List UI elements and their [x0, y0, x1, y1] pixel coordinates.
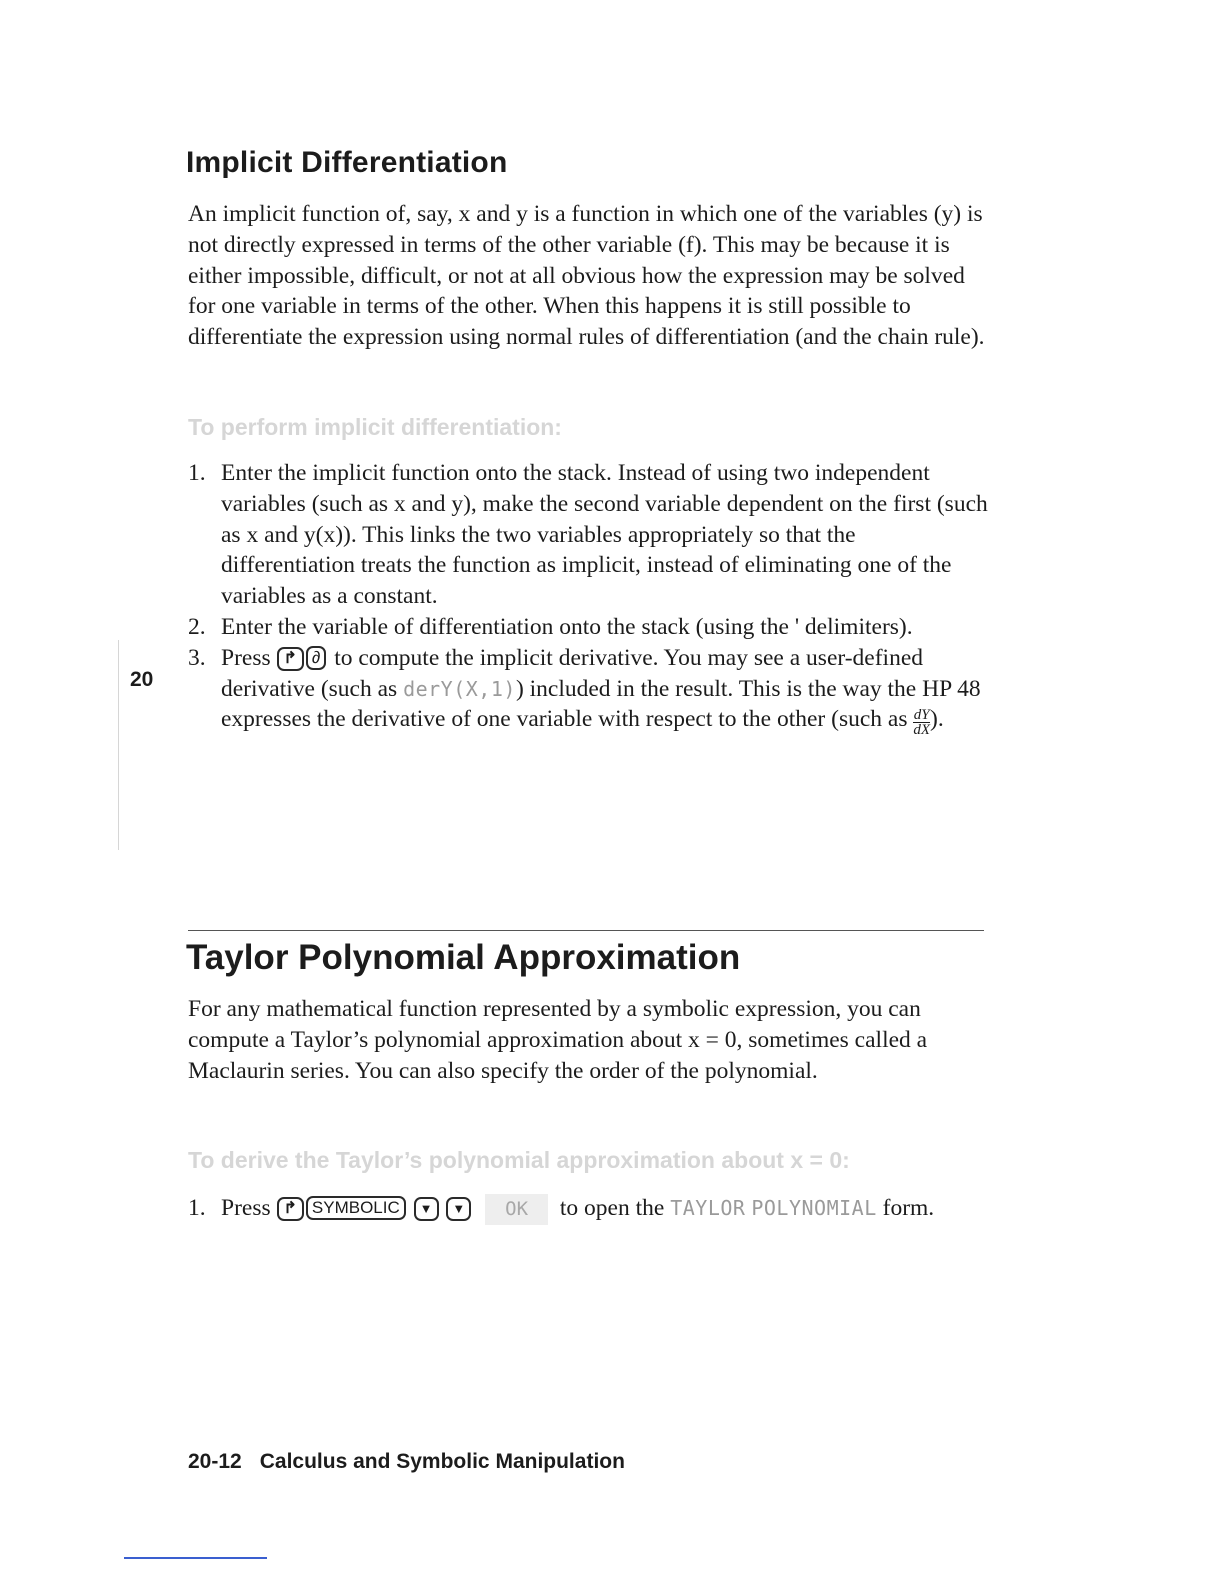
display-text-polynomial: POLYNOMIAL — [751, 1196, 877, 1220]
taylor-steps-list — [188, 1193, 988, 1225]
step-text-press: Press — [221, 1195, 271, 1221]
section-divider — [188, 930, 984, 931]
bottom-rule — [124, 1557, 267, 1559]
derivative-fraction — [913, 708, 930, 737]
display-text-taylor: TAYLOR — [670, 1196, 746, 1220]
step-text: Enter the variable of differentiation onto the stack (using the ' delimiters). — [221, 613, 913, 640]
taylor-intro-paragraph: For any mathematical function represented by a symbolic expression, you can compute a Taylor’s polynomial approximation about x = 0, sometimes called a Maclaurin series. You can also specify the order of the polynomial. — [188, 996, 928, 1084]
symbolic-key: SYMBOLIC — [306, 1196, 406, 1220]
step-text-post: ) included in the result. This is the way the HP 48 expresses the derivative of one variable with respect to the other (such as — [221, 675, 981, 733]
step-number: 1. — [188, 1195, 206, 1221]
list-item-step-1 — [188, 1193, 988, 1225]
section-heading-taylor: Taylor Polynomial Approximation — [186, 938, 741, 977]
step-text-end: form. — [882, 1195, 935, 1221]
section-heading-implicit-differentiation: Implicit Differentiation — [186, 146, 508, 179]
margin-bar — [118, 640, 119, 850]
list-item-step-1 — [188, 458, 988, 612]
page-footer — [188, 1450, 625, 1474]
step-number: 2. — [188, 613, 206, 640]
right-shift-key: ↱ — [277, 647, 304, 671]
footer-chapter-title: Calculus and Symbolic Manipulation — [259, 1450, 625, 1473]
down-arrow-key: ▼ — [446, 1197, 471, 1221]
fraction-denominator: dX — [913, 722, 931, 739]
chapter-tab-number: 20 — [130, 668, 154, 691]
step-text-middle: to open the — [559, 1195, 665, 1221]
derivative-key: ∂ — [306, 646, 326, 670]
step-number: 1. — [188, 460, 206, 486]
procedure-heading-taylor: To derive the Taylor’s polynomial approximation about x = 0: — [188, 1147, 850, 1173]
procedure-heading-implicit: To perform implicit differentiation: — [188, 414, 562, 440]
display-text-der: derY(X,1) — [403, 676, 516, 701]
right-shift-key: ↱ — [277, 1197, 304, 1221]
page-number: 20-12 — [188, 1450, 242, 1473]
list-item-step-3 — [188, 643, 988, 738]
implicit-intro-paragraph: An implicit function of, say, x and y is a function in which one of the variables (y) is not directly expressed in terms of the other variable (f). This may be because it is either impossible, difficult, or not at all obvious how the expression may be solved for one variable in terms of the other. When this happens it is still possible to differentiate the expression using normal rules of differentiation (and the chain rule). — [188, 201, 985, 351]
step-text-press: Press — [221, 644, 271, 671]
step-text-end: ). — [930, 706, 944, 733]
ok-softkey: OK — [485, 1194, 548, 1225]
step-text: Enter the implicit function onto the stack. Instead of using two independent variables (such as x and y), make the second variable dependent on the first (such as x and y(x)). This links the two variables appropriately so that the differentiation treats the function as implicit, instead of eliminating one of the variables as a constant. — [221, 460, 988, 610]
fraction-numerator: dY — [913, 707, 930, 724]
list-item-step-2 — [188, 612, 988, 643]
step-number: 3. — [188, 644, 206, 671]
implicit-steps-list — [188, 458, 988, 737]
down-arrow-key: ▼ — [414, 1197, 439, 1221]
step-text-middle: to compute the implicit derivative. You may see a user-defined derivative (such as — [221, 644, 924, 702]
